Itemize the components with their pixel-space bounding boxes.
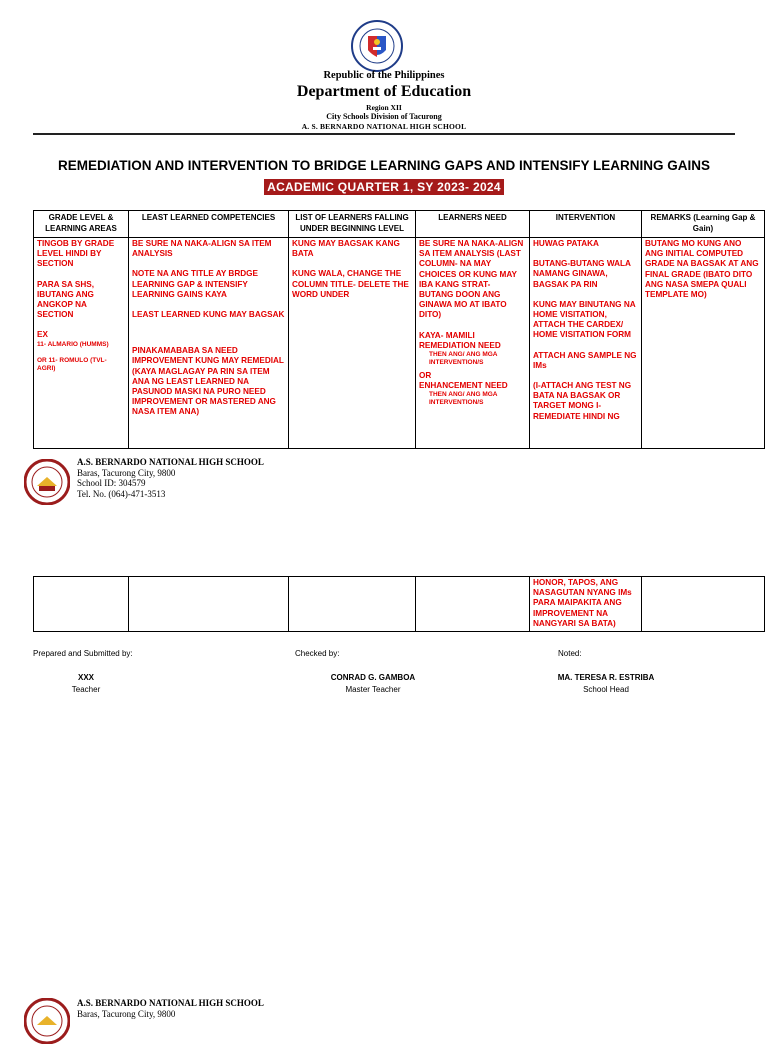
cell-empty: [642, 577, 765, 632]
noted-name: MA. TERESA R. ESTRIBA: [557, 673, 655, 682]
note-text: THEN ANG/ ANG MGA INTERVENTION/S: [429, 351, 498, 367]
department-label: Department of Education: [296, 83, 472, 100]
quarter-label: ACADEMIC QUARTER 1, SY 2023- 2024: [264, 179, 504, 195]
note-text: ATTACH ANG SAMPLE NG IMs: [533, 350, 637, 370]
school-label: A. S. BERNARDO NATIONAL HIGH SCHOOL: [301, 122, 467, 131]
note-text: BUTANG-BUTANG WALA NAMANG GINAWA, BAGSAK PA RIN: [533, 259, 631, 289]
checked-label: Checked by:: [295, 649, 340, 658]
cell-empty: [416, 577, 530, 632]
note-text: LEAST LEARNED KUNG MAY BAGSAK: [132, 310, 285, 320]
cell-intervention: [530, 238, 642, 449]
school-address: Baras, Tacurong City, 9800: [77, 1008, 176, 1019]
header-learners-need: LEARNERS NEED: [416, 211, 530, 238]
cell-remarks: [642, 238, 765, 449]
note-text: 11- ALMARIO (HUMMS): [37, 340, 109, 348]
header-divider: [33, 133, 735, 135]
school-address: Baras, Tacurong City, 9800: [77, 467, 176, 478]
document-title: REMEDIATION AND INTERVENTION TO BRIDGE LEARNING GAPS AND INTENSIFY LEARNING GAINS: [57, 158, 711, 173]
cell-empty: [129, 577, 289, 632]
school-info-block: [77, 457, 264, 499]
school-seal-logo: [24, 998, 70, 1044]
school-id: School ID: 304579: [77, 478, 146, 488]
school-name: A.S. BERNARDO NATIONAL HIGH SCHOOL: [77, 457, 264, 467]
note-text: OR: [419, 371, 432, 381]
note-text: THEN ANG/ ANG MGA INTERVENTION/S: [429, 391, 498, 407]
note-text: KUNG MAY BINUTANG NA HOME VISITATION, ATTACH THE CARDEX/ HOME VISITATION FORM: [533, 299, 636, 340]
cell-learners-need: [416, 238, 530, 449]
school-seal-logo: [24, 459, 70, 505]
school-tel: Tel. No. (064)-471-3513: [77, 488, 166, 499]
note-text: KAYA- MAMILI REMEDIATION NEED: [419, 330, 501, 350]
note-text: BE SURE NA NAKA-ALIGN SA ITEM ANALYSIS (LAST COLUMN- NA MAY CHOICES OR KUNG MAY IBA KANG STRAT- BUTANG DOON ANG GINAWA MO AT IBATO DITO): [419, 239, 524, 320]
remediation-table: [33, 210, 765, 449]
noted-label: Noted:: [558, 649, 582, 658]
checked-name: CONRAD G. GAMBOA: [330, 673, 416, 682]
noted-role: School Head: [583, 685, 629, 694]
republic-label: Republic of the Philippines: [323, 70, 445, 81]
cell-least-learned: [129, 238, 289, 449]
continuation-table: [33, 576, 765, 632]
cell-empty: [289, 577, 416, 632]
header-learners-list: LIST OF LEARNERS FALLING UNDER BEGINNING LEVEL: [289, 211, 416, 238]
note-text: BUTANG MO KUNG ANO ANG INITIAL COMPUTED GRADE NA BAGSAK AT ANG FINAL GRADE (IBATO DITO ANG NASA SMEPA QUALI TEMPLATE MO): [645, 239, 759, 300]
quarter-banner: [0, 178, 768, 196]
cell-grade-level: [34, 238, 129, 449]
region-label: Region XII: [366, 103, 402, 112]
table-header-row: [34, 211, 765, 238]
cell-empty: [34, 577, 129, 632]
header-remarks: REMARKS (Learning Gap & Gain): [642, 211, 765, 238]
note-text: KUNG WALA, CHANGE THE COLUMN TITLE- DELETE THE WORD UNDER: [292, 269, 409, 299]
header-least-learned: LEAST LEARNED COMPETENCIES: [129, 211, 289, 238]
prepared-role: Teacher: [71, 685, 101, 694]
prepared-label: Prepared and Submitted by:: [33, 649, 133, 658]
note-text: (I-ATTACH ANG TEST NG BATA NA BAGSAK OR TARGET MONG I-REMEDIATE HINDI NG: [533, 381, 632, 421]
cell-intervention-continued: HONOR, TAPOS, ANG NASAGUTAN NYANG IMs PARA MAIPAKITA ANG IMPROVEMENT NA NANGYARI SA BATA): [530, 577, 642, 632]
deped-seal-logo: [351, 20, 403, 72]
cell-learners-list: [289, 238, 416, 449]
note-text: TINGOB BY GRADE LEVEL HINDI BY SECTION: [37, 239, 115, 269]
school-info-block: [77, 998, 264, 1019]
division-label: City Schools Division of Tacurong: [326, 112, 442, 121]
checked-role: Master Teacher: [345, 685, 401, 694]
table-row: [34, 577, 765, 632]
note-text: OR 11- ROMULO (TVL-AGRI): [37, 356, 107, 372]
note-text: EX: [37, 330, 48, 340]
header-intervention: INTERVENTION: [530, 211, 642, 238]
note-text: ENHANCEMENT NEED: [419, 381, 508, 391]
note-text: NOTE NA ANG TITLE AY BRDGE LEARNING GAP & INTENSIFY LEARNING GAINS KAYA: [132, 269, 259, 299]
school-name: A.S. BERNARDO NATIONAL HIGH SCHOOL: [77, 998, 264, 1008]
prepared-name: XXX: [77, 673, 94, 682]
note-text: BE SURE NA NAKA-ALIGN SA ITEM ANALYSIS: [132, 239, 272, 259]
note-text: KUNG MAY BAGSAK KANG BATA: [292, 239, 400, 259]
table-row: [34, 238, 765, 449]
note-text: HUWAG PATAKA: [533, 239, 599, 248]
note-text: PINAKAMABABA SA NEED IMPROVEMENT KUNG MAY REMEDIAL (KAYA MAGLAGAY PA RIN SA ITEM ANA NG LEAST LEARNED NA PASUNOD MASKI NA PURO NEED IMPROVEMENT OR MASTERED ANG NASA ITEM ANA): [132, 346, 284, 417]
note-text: PARA SA SHS, IBUTANG ANG ANGKOP NA SECTION: [37, 279, 95, 320]
header-grade-level: GRADE LEVEL & LEARNING AREAS: [34, 211, 129, 238]
